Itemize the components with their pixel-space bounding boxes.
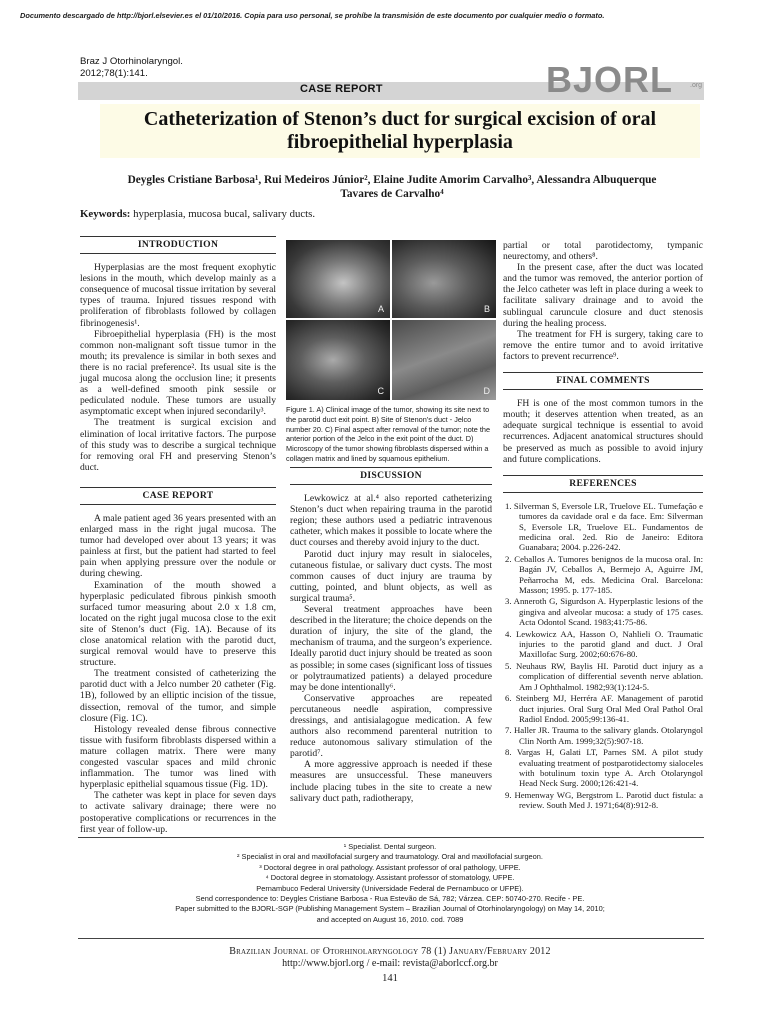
case-report-heading: CASE REPORT (80, 487, 276, 505)
discussion-paragraph-3: Several treatment approaches have been described in the literature; the choice depends on the duration of injury, the site of the gland, the mechanism of trauma, and the surgeon’s experience. Ideally parotid duct injury should be treated as soon as possible; in some cases (significant loss of tissues or polytraumatized patients) a delayed procedure may be done intentionally⁶. (290, 604, 492, 693)
reference-item: 2. Ceballos A. Tumores benignos de la mucosa oral. In: Bagán JV, Ceballos A, Bermejo A, Aguirre JM, Peñarrocha M, eds. Medicina Oral. Barcelona: Masson; 1995. p. 177-185. (505, 553, 703, 596)
case-paragraph-1: A male patient aged 36 years presented with an enlarged mass in the right jugal mucosa. The tumor had developed over about 13 years; it was painless at first, but the patient had started to feel pain when applying pressure over the nodule or during chewing. (80, 512, 276, 580)
footnote-affiliation: Pernambuco Federal University (Universidade Federal de Pernambuco or UFPE). (256, 883, 524, 893)
citation-line-1: Braz J Otorhinolaryngol. (80, 56, 183, 67)
keywords (80, 208, 315, 220)
author-list (80, 173, 704, 201)
figure-caption: Figure 1. A) Clinical image of the tumor, showing its site next to the parotid duct exit point. B) Site of Stenon’s duct - Jelco number 20. C) Final aspect after removal of the tumor; note the anterior portion of the Jelco in the exit point of the duct. D) Microscopy of the tumor showing fibroblasts dispersed within a collagen matrix and lined by squamous epithelium. (286, 405, 491, 463)
figure-panel-d (392, 320, 496, 400)
reference-item: 3. Anneroth G, Sigurdson A. Hyperplastic lesions of the gingiva and alveolar mucosa: a study of 175 cases. Acta Odontol Scand. 1983;41:75-86. (505, 596, 703, 628)
footnote-1: ¹ Specialist. Dental surgeon. (343, 842, 437, 851)
title-line-1: Catheterization of Stenon’s duct for surgical excision of oral (143, 108, 657, 130)
final-comments-heading: FINAL COMMENTS (503, 372, 703, 390)
right-paragraph-2: The treatment for FH is surgery, taking care to remove the entire tumor and to avoid irritative factors to prevent recurrence⁹. (503, 328, 703, 362)
authors-line-1: Deygles Cristiane Barbosa¹, Rui Medeiros Júnior², Elaine Judite Amorim Carvalho³, Alessandra Albuquerque (127, 174, 657, 186)
panel-label-d: D (483, 386, 490, 396)
case-paragraph-3: The treatment consisted of catheterizing the parotid duct with a Jelco number 20 catheter (Fig. 1B), followed by an elliptic incision of the tissue, dissection, removal of the tumor, and simple closure (Fig. 1C). (80, 668, 276, 724)
journal-logo: BJORL (546, 59, 674, 100)
panel-label-b: B (483, 304, 490, 314)
reference-item: 8. Vargas H, Galati LT, Parnes SM. A pilot study evaluating treatment of postparotidectomy sialoceles with botulinum toxin type A. Arch Otolaryngol Head Neck Surg. 2000;126:421-4. (505, 747, 703, 789)
keywords-text: hyperplasia, mucosa bucal, salivary ducts. (133, 208, 316, 220)
footnote-3: ³ Doctoral degree in oral pathology. Assistant professor of oral pathology, UFPE. (259, 862, 521, 872)
footer-url-line: http://www.bjorl.org / e-mail: revista@aborlccf.org.br (282, 958, 498, 969)
figure-1 (286, 240, 496, 400)
case-paragraph-5: The catheter was kept in place for seven days to activate salivary drainage; there were no postoperative complications or recurrences in the first year of follow-up. (80, 790, 276, 835)
keywords-label: Keywords: (80, 208, 131, 220)
figure-panel-c (286, 320, 390, 400)
page-number: 141 (382, 973, 398, 984)
citation-line-2: 2012;78(1):141. (80, 68, 148, 79)
introduction-heading: INTRODUCTION (80, 236, 276, 254)
footnotes (110, 842, 670, 925)
discussion-paragraph-4: Conservative approaches are repeated percutaneous needle aspiration, compressive dressings, and antisialagogue medication. A few authors also recommend parenteral nutrition to reduce autonomous salivary stimulation of the parotid⁷. (290, 692, 492, 760)
reference-item: 7. Haller JR. Trauma to the salivary glands. Otolaryngol Clin North Am. 1999;32(5):907-18. (505, 725, 703, 746)
page-footer (200, 946, 580, 985)
footer-journal-line: Brazilian Journal of Otorhinolaryngology 78 (1) January/February 2012 (229, 946, 551, 957)
authors-line-2: Tavares de Carvalho⁴ (340, 188, 444, 200)
reference-item: 4. Lewkowicz AA, Hasson O, Nahlieli O. Traumatic injuries to the parotid gland and duct. J Oral Maxillofac Surg. 2002;60:676-80. (505, 628, 703, 660)
journal-logo-suffix: .org (690, 82, 703, 89)
case-paragraph-4: Histology revealed dense fibrous connective tissue with fusiform fibroblasts dispersed within a mature collagen matrix. There were many congested vascular spaces and mild chronic inflammation. The tumor was lined with hyperplasic epithelial squamous tissue (Fig. 1D). (80, 723, 276, 791)
footnote-acceptance: and accepted on August 16, 2010. cod. 7089 (316, 914, 464, 924)
title-line-2: fibroepithelial hyperplasia (287, 131, 513, 153)
intro-paragraph-2: Fibroepithelial hyperplasia (FH) is the most common non-malignant soft tissue tumor in the mouth; its prevalence is similar in both sexes and there is no racial preference². Its usual site is the jugal mucosa along the occlusion line; it presents as a well-defined smooth pink sessile or pediculated nodule. These tumors are usually asymptomatic except when injured secondarily³. (80, 328, 276, 418)
download-notice: Documento descargado de http://bjorl.elsevier.es el 01/10/2016. Copia para uso personal, se prohíbe la transmisión de este documento por cualquier medio o formato. (20, 11, 605, 20)
footer-divider (78, 938, 704, 939)
figure-panel-a (286, 240, 390, 318)
discussion-paragraph-5: A more aggressive approach is needed if these measures are unsuccessful. These maneuvers include placing tubes in the site to create a new salivary duct path, radiotherapy, (290, 759, 492, 804)
discussion-heading: DISCUSSION (290, 467, 492, 485)
right-column (503, 240, 703, 812)
discussion-continuation: partial or total parotidectomy, tympanic neurectomy, and others⁸. (503, 240, 703, 263)
panel-label-c: C (377, 386, 384, 396)
footnote-divider (78, 837, 704, 838)
journal-citation (80, 56, 183, 80)
panel-label-a: A (377, 304, 384, 314)
reference-item: 9. Hemenway WG, Bergstrom L. Parotid duct fistula: a review. South Med J. 1971;64(8):912-8. (505, 789, 703, 811)
middle-column (290, 467, 492, 804)
final-comments-paragraph: FH is one of the most common tumors in the mouth; it deserves attention when treated, as an adequate surgical technique is essential to avoid recurrences. Adjacent anatomical structures should be preserved as much as possible to avoid injury and future complications. (503, 398, 703, 465)
intro-paragraph-1: Hyperplasias are the most frequent exophytic lesions in the mouth, which develop mainly as a consequence of mucosal tissue irritation by several types of trauma. Injured tissues respond with proliferation of fibroblasts followed by collagen fibrinogenesis¹. (80, 262, 276, 329)
case-paragraph-2: Examination of the mouth showed a hyperplasic pediculated fibrous pinkish smooth surfaced tumor measuring about 2.0 x 1.8 cm, located on the right jugal mucosa close to the exit site of Stenon’s duct (Fig. 1A). Because of its close anatomical relation with the parotid duct, surgical removal would have to preserve this structure. (80, 579, 276, 669)
section-label: CASE REPORT (300, 83, 383, 95)
right-paragraph-1: In the present case, after the duct was located and the tumor was removed, the anterior portion of the Jelco catheter was left in place during a week to facilitate salivary drainage and to avoid the sublingual caruncule closure and duct stenosis during the healing process. (503, 262, 703, 329)
references-heading: REFERENCES (503, 475, 703, 493)
footnote-4: ⁴ Doctoral degree in stomatology. Assistant professor of stomatology, UFPE. (265, 873, 515, 883)
intro-paragraph-3: The treatment is surgical excision and elimination of local irritative factors. The purpose of this study was to describe a surgical technique for removing oral FH and preserving Stenon’s duct. (80, 417, 276, 473)
reference-item: 1. Silverman S, Eversole LR, Truelove EL. Tumefação e tumores da cavidade oral e da face. Em: Silverman S, Eversole LR, Truelove EL. Fundamentos de medicina oral. 2ed. Rio de Janeiro: Editora Guanabara; 2004. p.226-242. (505, 500, 703, 553)
discussion-paragraph-2: Parotid duct injury may result in sialoceles, cutaneous fistulae, or salivary duct cysts. The most common causes of duct injury are trauma by cutting, pointed, and blunt objects, as well as surgical trauma⁵. (290, 548, 492, 604)
figure-panel-b (392, 240, 496, 318)
footnote-2: ² Specialist in oral and maxillofacial surgery and traumatology. Oral and maxillofacial surgeon. (237, 852, 543, 862)
reference-item: 5. Neuhaus RW, Baylis HI. Parotid duct injury as a complication of differential seventh nerve ablation. Am J Ophthalmol. 1982;93(1):124-5. (505, 660, 703, 692)
discussion-paragraph-1: Lewkowicz at al.⁴ also reported catheterizing Stenon’s duct when repairing trauma in the parotid region; these authors used a pediatric intravenous catheter, which makes it possible to locate where the duct courses and thereby avoid injury to the duct. (290, 493, 492, 549)
article-title (100, 104, 700, 158)
footnote-submission: Paper submitted to the BJORL-SGP (Publishing Management System – Brazilian Journal of Otorhinolaryngology) on May 14, 2010; (175, 904, 605, 914)
reference-item: 6. Steinberg MJ, Herréra AF. Management of parotid duct injuries. Oral Surg Oral Med Oral Pathol Oral Radiol Endod. 2005;99:136-41. (505, 693, 703, 724)
footnote-correspondence: Send correspondence to: Deygles Cristiane Barbosa - Rua Estevão de Sá, 782; Várzea. CEP: 50740-270. Recife - PE. (195, 894, 585, 904)
left-column (80, 236, 276, 835)
reference-list (503, 501, 703, 811)
